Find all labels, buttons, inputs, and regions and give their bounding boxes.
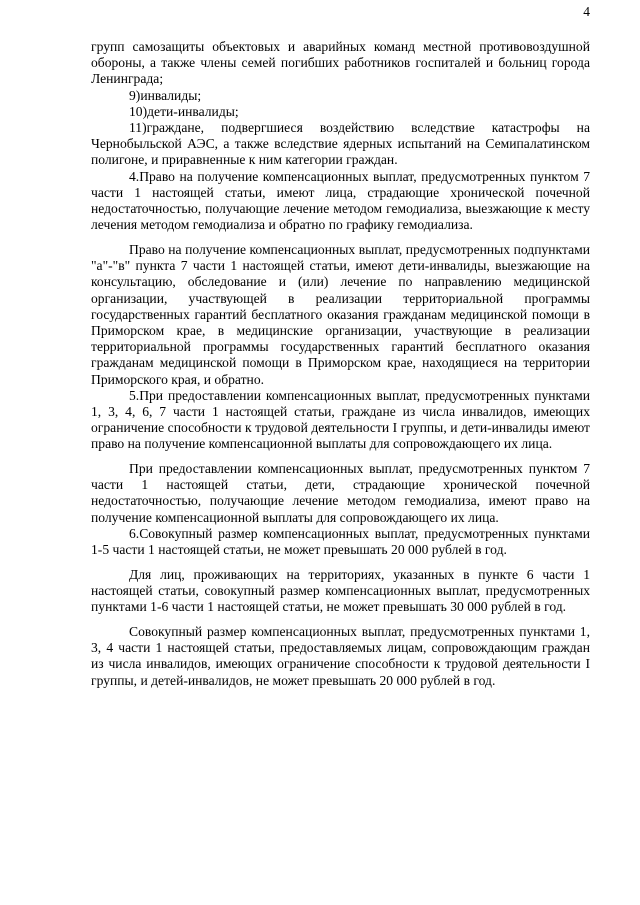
list-item-9: 9)инвалиды;	[129, 87, 202, 103]
paragraph-section-4: 4.Право на получение компенсационных выплат, предусмотренных пунктом 7 части 1 настоящей статьи, имеют лица, страдающие хронической почечной недостаточностью, получающие лечение методом гемодиализа, выезжающие к месту лечения методом гемодиализа и обратно по графику гемодиализа.	[91, 168, 590, 233]
list-item-11: 11)граждане, подвергшиеся воздействию вследствие катастрофы на Чернобыльской АЭС, а также вследствие ядерных испытаний на Семипалатинском полигоне, и приравненные к ним категории граждан.	[91, 120, 590, 168]
paragraph-section-5-children: При предоставлении компенсационных выплат, предусмотренных пунктом 7 части 1 настоящей статьи, дети, страдающие хронической почечной недостаточностью, получающие лечение методом гемодиализа, имеют право на получение компенсационной выплаты для сопровождающего их лица.	[91, 461, 590, 525]
list-item-10: 10)дети-инвалиды;	[129, 103, 239, 119]
paragraph-continuation: групп самозащиты объектовых и аварийных команд местной противовоздушной обороны, а также члены семей погибших работников госпиталей и больниц города Ленинграда;	[91, 39, 590, 87]
paragraph-section-6-escorts: Совокупный размер компенсационных выплат, предусмотренных пунктами 1, 3, 4 части 1 настоящей статьи, предоставляемых лицам, сопровождающим граждан из числа инвалидов, имеющих ограничение способности к трудовой деятельности I группы, и детей-инвалидов, не может превышать 20 000 рублей в год.	[91, 623, 590, 688]
paragraph-section-5: 5.При предоставлении компенсационных выплат, предусмотренных пунктами 1, 3, 4, 6, 7 части 1 настоящей статьи, граждане из числа инвалидов, имеющих ограничение способности к трудовой деятельности I группы, и дети-инвалиды имеют право на получение компенсационной выплаты для сопровождающего их лица.	[91, 387, 590, 452]
paragraph-section-6: 6.Совокупный размер компенсационных выплат, предусмотренных пунктами 1-5 части 1 настоящей статьи, не может превышать 20 000 рублей в год.	[91, 525, 590, 558]
paragraph-section-6-territories: Для лиц, проживающих на территориях, указанных в пункте 6 части 1 настоящей статьи, совокупный размер компенсационных выплат, предусмотренных пунктами 1-6 части 1 настоящей статьи, не может превышать 30 000 рублей в год.	[91, 566, 590, 615]
document-body	[91, 39, 590, 689]
page-number: 4	[583, 4, 590, 19]
paragraph-section-4-children: Право на получение компенсационных выплат, предусмотренных подпунктами "а"-"в" пункта 7 части 1 настоящей статьи, имеют дети-инвалиды, выезжающие на консультацию, обследование и (или) лечение по направлению медицинской организации, участвующей в реализации территориальной программы государственных гарантий бесплатного оказания гражданам медицинской помощи в Приморском крае, в медицинские организации, участвующие в реализации территориальной программы государственных гарантий бесплатного оказания гражданам медицинской помощи в Приморском крае, находящиеся на территории Приморского края, и обратно.	[91, 241, 590, 387]
